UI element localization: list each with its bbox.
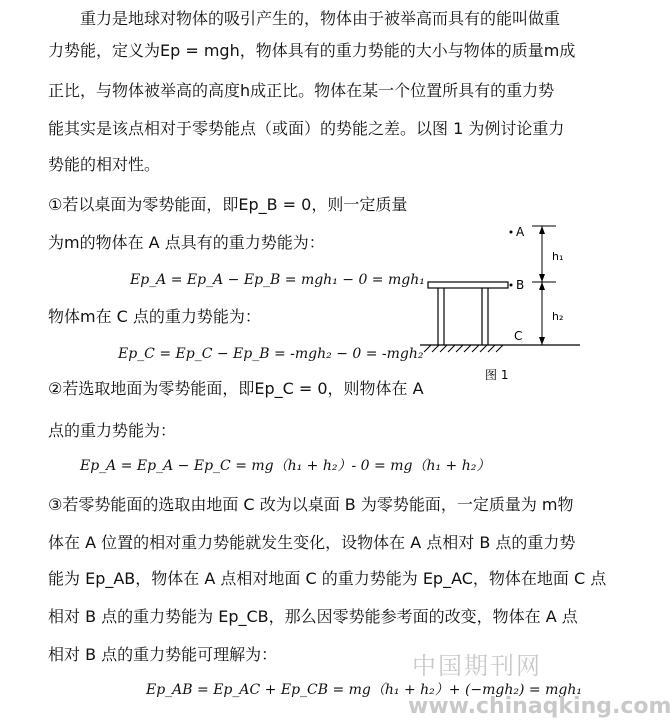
s2-equation: Ep_A = Ep_A − Ep_C = mg（h₁ + h₂）- 0 = mg（h₁ + h₂） — [80, 458, 491, 474]
s1-line-2: 为m的物体在 A 点具有的重力势能为： — [48, 233, 325, 252]
s3-line-5: 相对 B 点的重力势能可理解为： — [48, 645, 278, 664]
s1-equation-1: Ep_A = Ep_A − Ep_B = mgh₁ − 0 = mgh₁ — [130, 272, 425, 288]
s3-line-3: 能为 Ep_AB，物体在 A 点相对地面 C 的重力势能为 Ep_AC，物体在地面 C 点 — [48, 569, 607, 588]
ground-hatching — [424, 345, 503, 352]
label-a: A — [516, 225, 525, 239]
h1-arrow-top — [539, 226, 545, 234]
intro-line-2: 力势能，定义为Ep = mgh，物体具有的重力势能的大小与物体的质量m成 — [48, 41, 576, 60]
label-b: B — [516, 278, 525, 292]
intro-line-3: 正比，与物体被举高的高度h成正比。物体在某一个位置所具有的重力势 — [48, 81, 555, 100]
s2-line-1: ②若选取地面为零势能面，即Ep_C = 0，则物体在 A — [48, 379, 424, 398]
s1-line-3: 物体m在 C 点的重力势能为： — [48, 307, 261, 326]
figure-1 — [418, 216, 588, 386]
s2-line-2: 点的重力势能为： — [48, 421, 177, 440]
s1-line-1: ①若以桌面为零势能面，即Ep_B = 0，则一定质量 — [48, 195, 408, 214]
label-c: C — [514, 329, 523, 343]
label-h2: h₂ — [552, 310, 564, 323]
figure-diagram — [418, 216, 588, 386]
h2-arrow-bottom — [539, 337, 545, 345]
figure-caption: 图 1 — [485, 368, 509, 382]
s3-line-2: 体在 A 位置的相对重力势能就发生变化，设物体在 A 点相对 B 点的重力势 — [48, 533, 576, 552]
watermark-cn: 中国期刊网 — [412, 652, 542, 680]
intro-line-4: 能其实是该点相对于零势能点（或面）的势能之差。以图 1 为例讨论重力 — [48, 119, 565, 138]
intro-line-1: 重力是地球对物体的吸引产生的，物体由于被举高而具有的能叫做重 — [80, 9, 561, 28]
s3-line-4: 相对 B 点的重力势能为 Ep_CB，那么因零势能参考面的改变，物体在 A 点 — [48, 607, 578, 626]
s3-line-1: ③若零势能面的选取由地面 C 改为以桌面 B 为零势能面，一定质量为 m物 — [48, 495, 574, 514]
s3-equation: Ep_AB = Ep_AC + Ep_CB = mg（h₁ + h₂）+ (−mgh₂) = mgh₁ — [146, 682, 582, 698]
table-top — [428, 282, 508, 288]
point-a — [510, 231, 513, 234]
h2-arrow-top — [539, 282, 545, 290]
h1-arrow-bottom — [539, 274, 545, 282]
s1-equation-2: Ep_C = Ep_C − Ep_B = -mgh₂ − 0 = -mgh₂ — [118, 346, 424, 362]
label-h1: h₁ — [552, 250, 564, 263]
intro-line-5: 势能的相对性。 — [48, 155, 161, 174]
watermark-url: www.chinaqking.com — [408, 694, 671, 719]
point-b — [510, 284, 513, 287]
